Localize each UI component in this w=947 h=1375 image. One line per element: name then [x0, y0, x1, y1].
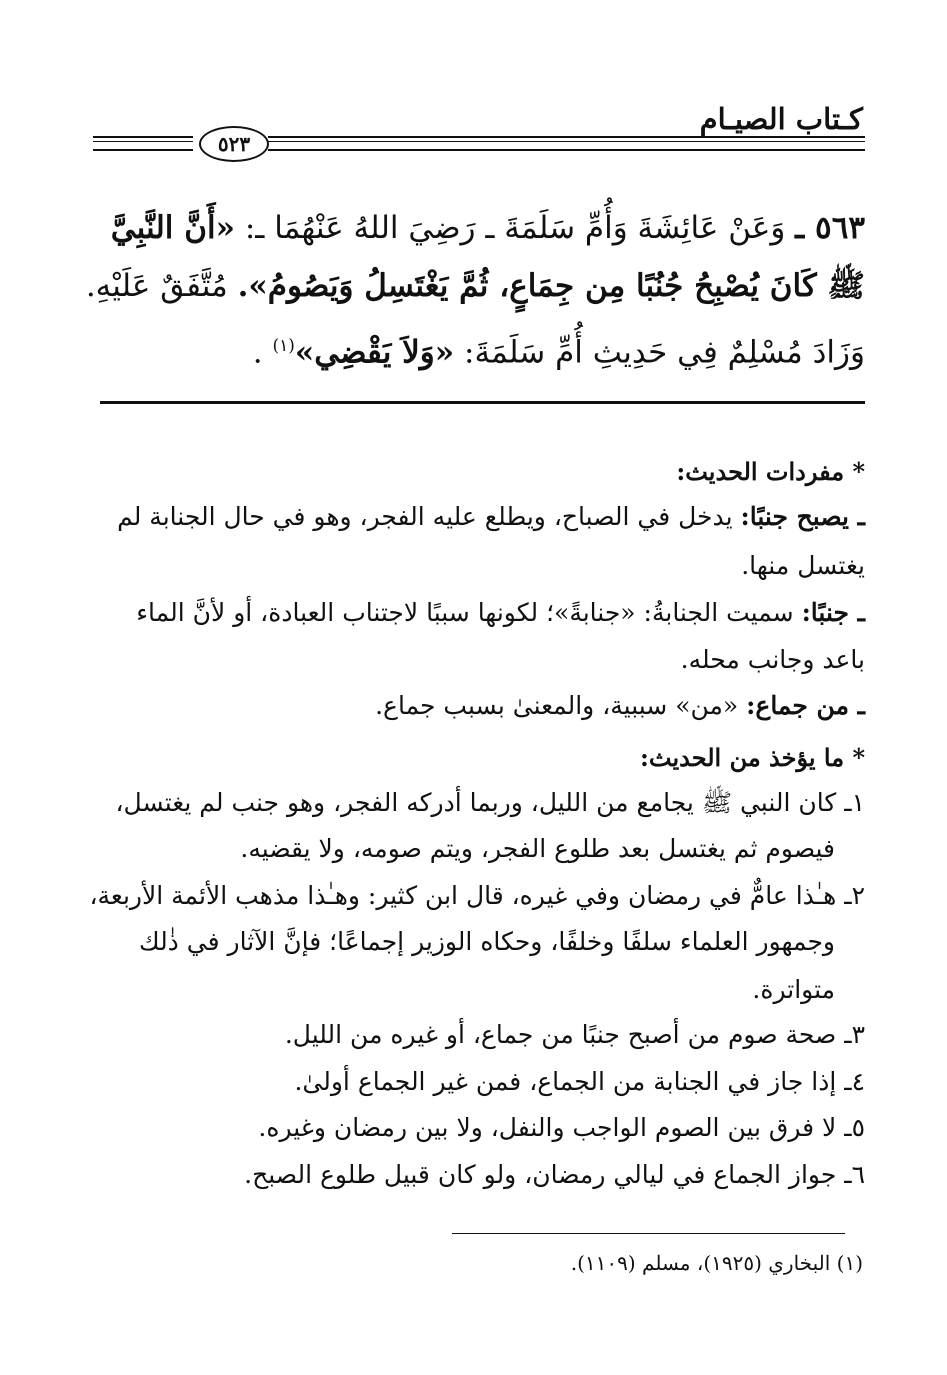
footnote-rule	[452, 1233, 845, 1234]
vocab-item-3	[75, 686, 865, 726]
hadith-line-2	[75, 258, 865, 314]
hadith-quote-body: ﷺ كَانَ يُصْبِحُ جُنُبًا مِن جِمَاعٍ، ثُمَّ يَغْتَسِلُ وَيَصُومُ».	[237, 268, 865, 304]
hadith-grading: مُتَّفَقٌ عَلَيْهِ.	[85, 268, 228, 304]
hadith-addition-quote: «وَلاَ يَقْضِي»	[294, 334, 455, 371]
hadith-quote-start: «أَنَّ النَّبِيَّ	[110, 210, 235, 246]
footnote-text: (١) البخاري (١٩٢٥)، مسلم (١١٠٩).	[570, 1251, 863, 1275]
page-number: ٥٢٣	[199, 126, 269, 162]
header-rule-right	[268, 136, 865, 151]
lesson-2-cont: وجمهور العلماء سلفًا وخلفًا، وحكاه الوزير إجماعًا؛ فإنَّ الآثار في ذٰلك	[139, 927, 835, 956]
vocab-item-2	[75, 593, 865, 633]
lessons-heading: * ما يؤخذ من الحديث:	[640, 743, 865, 772]
lesson-2: ٢ـ هـٰذا عامٌّ في رمضان وفي غيره، قال ابن كثير: وهـٰذا مذهب الأئمة الأربعة،	[89, 881, 865, 910]
vocab-def-3: «من» سببية، والمعنىٰ بسبب جماع.	[375, 691, 739, 720]
vocabulary-heading: * مفردات الحديث:	[676, 457, 865, 486]
hadith-end: .	[252, 334, 263, 371]
vocab-def-1: يدخل في الصباح، ويطلع عليه الفجر، وهو في حال الجنابة لم	[117, 502, 733, 531]
hadith-addition: وَزَادَ مُسْلِمٌ فِي حَدِيثِ أُمِّ سَلَمَةَ:	[464, 334, 865, 371]
lesson-1-cont: فيصوم ثم يغتسل بعد طلوع الفجر، ويتم صومه، ولا يقضيه.	[240, 834, 835, 863]
footnote-marker: (١)	[272, 336, 295, 356]
lesson-3: ٣ـ صحة صوم من أصبح جنبًا من جماع، أو غيره من الليل.	[284, 1020, 865, 1049]
vocab-term-2: ـ جنبًا:	[801, 598, 865, 627]
hadith-line-3	[75, 318, 865, 380]
hadith-narrator: وَعَنْ عَائِشَةَ وَأُمِّ سَلَمَةَ ـ رَضِيَ اللهُ عَنْهُمَا ـ:	[244, 210, 786, 246]
vocab-term-1: ـ يصبح جنبًا:	[740, 502, 865, 531]
vocab-term-3: ـ من جماع:	[746, 691, 865, 720]
vocab-item-1	[75, 497, 865, 537]
lesson-1: ١ـ كان النبي ﷺ يجامع من الليل، وربما أدركه الفجر، وهو جنب لم يغتسل،	[115, 788, 865, 817]
vocab-item-1-cont: يغتسل منها.	[741, 551, 865, 580]
section-separator	[100, 401, 865, 404]
lesson-5: ٥ـ لا فرق بين الصوم الواجب والنفل، ولا بين رمضان وغيره.	[258, 1113, 865, 1142]
vocab-def-2: سميت الجنابةُ: «جنابةً»؛ لكونها سببًا لاجتناب العبادة، أو لأنَّ الماء	[136, 598, 794, 627]
running-title: كـتاب الصيـام	[699, 102, 863, 136]
vocab-item-2-cont: باعد وجانب محله.	[680, 645, 865, 674]
lesson-2-cont-2: متواترة.	[752, 975, 835, 1004]
hadith-number: ٥٦٣ ـ	[795, 210, 865, 246]
lesson-4: ٤ـ إذا جاز في الجنابة من الجماع، فمن غير الجماع أولىٰ.	[294, 1067, 865, 1096]
lesson-6: ٦ـ جواز الجماع في ليالي رمضان، ولو كان قبيل طلوع الصبح.	[244, 1160, 865, 1189]
header-rule-left	[93, 136, 193, 151]
hadith-line-1	[75, 200, 865, 256]
